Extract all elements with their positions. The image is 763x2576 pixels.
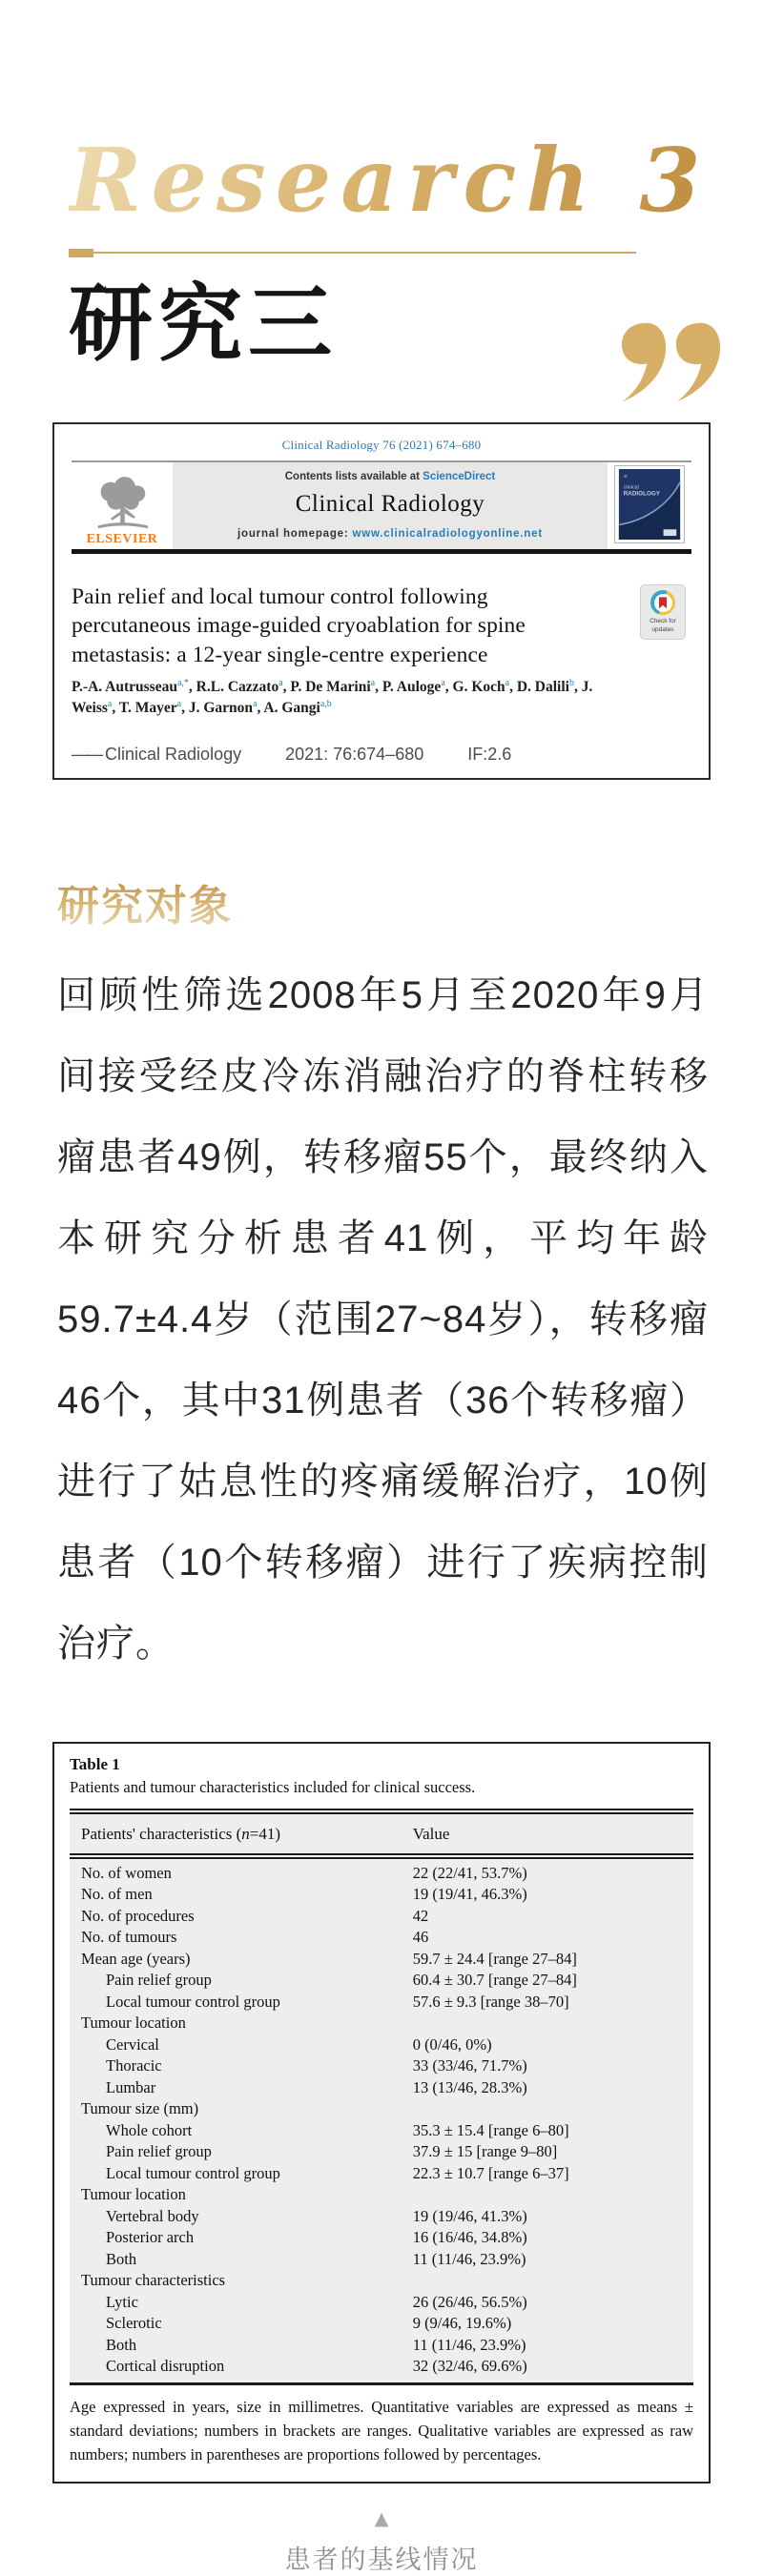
- table-row: [70, 2077, 693, 2099]
- svg-text:RADIOLOGY: RADIOLOGY: [623, 490, 660, 498]
- row-label: Both: [106, 2335, 137, 2354]
- row-value: 60.4 ± 30.7 [range 27–84]: [412, 1971, 577, 1990]
- row-value: 37.9 ± 15 [range 9–80]: [412, 2142, 558, 2161]
- row-value: 9 (9/46, 19.6%): [412, 2314, 512, 2333]
- author-affiliation-sup: b: [568, 677, 574, 688]
- elsevier-tree-icon: [91, 478, 154, 531]
- author-affiliation-sup: a: [176, 699, 182, 710]
- table-row: [70, 1992, 693, 2014]
- row-label: No. of men: [81, 1885, 153, 1904]
- row-value: 57.6 ± 9.3 [range 38–70]: [412, 1992, 569, 2011]
- row-label: Lytic: [106, 2292, 138, 2311]
- row-label: No. of women: [81, 1863, 172, 1882]
- row-label: Posterior arch: [106, 2228, 195, 2247]
- author-name: T. Mayer: [118, 700, 177, 717]
- row-label: Tumour size (mm): [81, 2099, 199, 2118]
- journal-cover: [608, 462, 691, 549]
- row-label: Cortical disruption: [106, 2357, 225, 2376]
- row-label: Vertebral body: [106, 2206, 199, 2225]
- table-label: Table 1: [70, 1754, 120, 1773]
- figure-caption: 患者的基线情况: [284, 2545, 479, 2574]
- author-affiliation-sup: a: [278, 677, 283, 688]
- table-row: [70, 1906, 693, 1928]
- author-name: J. Weiss: [72, 678, 593, 717]
- table-row: [70, 2313, 693, 2335]
- row-value: [413, 2098, 693, 2120]
- table-footnote: Age expressed in years, size in millimetres. Quantitative variables are expressed as means ± standard deviations; numbers in brackets are ranges. Qualitative variables are expressed as raw numbers; numbers in parentheses are proportions followed by percentages.: [70, 2397, 693, 2464]
- check-updates-icon: [650, 590, 675, 615]
- row-value: 11 (11/46, 23.9%): [412, 2335, 526, 2354]
- citation-journal: —— Clinical Radiology: [72, 744, 242, 764]
- table-header-row: [70, 1814, 693, 1853]
- row-label: Sclerotic: [106, 2314, 162, 2333]
- row-value: 35.3 ± 15.4 [range 6–80]: [412, 2120, 569, 2139]
- table-row: [70, 2034, 693, 2056]
- author-affiliation-sup: a: [253, 699, 258, 710]
- table-card: [52, 1742, 711, 2484]
- table-row: [70, 2098, 693, 2120]
- author-name: J. Garnon: [188, 700, 254, 717]
- table-row: [70, 2055, 693, 2077]
- check-for-updates-badge[interactable]: [640, 584, 686, 640]
- author-affiliation-sup: a,*: [176, 677, 189, 688]
- row-value: 42: [412, 1906, 429, 1925]
- author-name: R.L. Cazzato: [196, 678, 279, 695]
- author-name: P.-A. Autrusseau: [72, 678, 177, 695]
- contents-prefix: Contents lists available at: [284, 471, 423, 483]
- row-label: Lumbar: [106, 2077, 156, 2096]
- row-label: Local tumour control group: [106, 2163, 280, 2182]
- row-value: 16 (16/46, 34.8%): [412, 2228, 527, 2247]
- row-label: No. of procedures: [81, 1906, 195, 1925]
- table-row: [70, 2013, 693, 2034]
- quote-icon: [620, 322, 723, 402]
- table-caption: Patients and tumour characteristics included for clinical success.: [70, 1777, 476, 1796]
- author-name: D. Dalili: [516, 678, 569, 695]
- paper-card: [52, 422, 711, 779]
- citation-volume: 2021: 76:674–680: [285, 744, 424, 764]
- row-value: 59.7 ± 24.4 [range 27–84]: [412, 1949, 577, 1968]
- row-label: Tumour location: [81, 2185, 186, 2204]
- row-value: 22 (22/41, 53.7%): [412, 1863, 527, 1882]
- homepage-link[interactable]: www.clinicalradiologyonline.net: [352, 528, 543, 541]
- impact-factor: IF:2.6: [467, 744, 512, 764]
- row-value: 19 (19/41, 46.3%): [412, 1885, 527, 1904]
- research-script-title: Research 3: [69, 129, 711, 232]
- author-affiliation-sup: a: [370, 677, 376, 688]
- author-name: P. Auloge: [382, 678, 442, 695]
- row-label: Pain relief group: [106, 1971, 212, 1990]
- row-label: Thoracic: [106, 2056, 162, 2075]
- author-affiliation-sup: a,b: [320, 699, 332, 710]
- author-affiliation-sup: a: [505, 677, 510, 688]
- sciencedirect-link[interactable]: ScienceDirect: [423, 471, 496, 483]
- masthead-center: [173, 462, 608, 549]
- journal-ref-line: Clinical Radiology 76 (2021) 674–680: [281, 438, 482, 453]
- table-row: [70, 2184, 693, 2206]
- table-row: [70, 2120, 693, 2142]
- row-value: 32 (32/46, 69.6%): [412, 2357, 527, 2376]
- section-title-cn: 研究三: [69, 279, 339, 373]
- figure-footer: [0, 2508, 763, 2576]
- homepage-line: [178, 528, 602, 540]
- author-name: P. De Marini: [290, 678, 371, 695]
- row-value: 46: [412, 1928, 429, 1947]
- table-row: [70, 2227, 693, 2249]
- row-label: Tumour characteristics: [81, 2271, 226, 2290]
- table-row: [70, 2141, 693, 2163]
- check-updates-label: Check for updates: [650, 618, 676, 633]
- row-value: 19 (19/46, 41.3%): [412, 2206, 527, 2225]
- row-value: [413, 2270, 693, 2292]
- author-list: P.-A. Autrusseau$^{a,*}$, R.L. Cazzato$^a$, P. De Marini$^a$, P. Auloge$^a$, G. Koch$^a$, D. Dalili$^b$, J. Weiss$^a$, T. Mayer$^a$, J. Garnon$^a$, A. Gangi$^{a,b}$: [72, 677, 593, 717]
- elsevier-logo: [72, 462, 173, 549]
- journal-cover-thumbnail: [614, 465, 685, 543]
- row-value: [413, 2013, 693, 2034]
- row-label: Whole cohort: [106, 2120, 193, 2139]
- row-value: 22.3 ± 10.7 [range 6–37]: [412, 2163, 569, 2182]
- table-rule-bottom: [70, 2382, 693, 2385]
- author-affiliation-sup: a: [107, 699, 113, 710]
- table-row: [70, 2356, 693, 2378]
- table-body: [70, 1859, 693, 2382]
- table-row: [70, 1927, 693, 1949]
- homepage-prefix: journal homepage:: [237, 528, 353, 541]
- row-label: Mean age (years): [81, 1949, 191, 1968]
- row-label: Tumour location: [81, 2014, 186, 2033]
- table-row: [70, 1884, 693, 1906]
- row-value: [413, 2184, 693, 2206]
- row-label: Both: [106, 2249, 137, 2268]
- svg-text:≋: ≋: [623, 475, 628, 480]
- table-row: [70, 2335, 693, 2357]
- row-value: 26 (26/46, 56.5%): [412, 2292, 527, 2311]
- table-row: [70, 1863, 693, 1885]
- table-row: [70, 2270, 693, 2292]
- table-row: [70, 1970, 693, 1992]
- row-label: Cervical: [106, 2034, 159, 2054]
- table-col1-header: Patients' characteristics (n=41): [81, 1824, 281, 1843]
- contents-line: [178, 471, 602, 482]
- row-value: 0 (0/46, 0%): [412, 2034, 492, 2054]
- gold-divider: [69, 249, 636, 258]
- row-label: Local tumour control group: [106, 1992, 280, 2011]
- journal-masthead: [72, 460, 691, 554]
- row-value: 13 (13/46, 28.3%): [412, 2077, 527, 2096]
- elsevier-wordmark: ELSEVIER: [86, 532, 158, 547]
- author-name: G. Koch: [452, 678, 505, 695]
- author-affiliation-sup: a: [441, 677, 445, 688]
- svg-text:clinical: clinical: [623, 484, 639, 491]
- table-col2-header: Value: [412, 1824, 450, 1843]
- table-row: [70, 2249, 693, 2271]
- divider-rule: [69, 252, 636, 254]
- table-row: [70, 2163, 693, 2185]
- study-subjects-heading: 研究对象: [57, 871, 763, 932]
- study-subjects-paragraph: 回顾性筛选2008年5月至2020年9月间接受经皮冷冻消融治疗的脊柱转移瘤患者49例，转移瘤55个，最终纳入本研究分析患者41例，平均年龄59.7±4.4岁（范围27~84岁），转移瘤46个，其中31例患者（36个转移瘤）进行了姑息性的疼痛缓解治疗，10例患者（10个转移瘤）进行了疾病控制治疗。: [57, 973, 709, 1665]
- row-value: 33 (33/46, 71.7%): [412, 2056, 527, 2075]
- row-label: No. of tumours: [81, 1928, 177, 1947]
- row-value: 11 (11/46, 23.9%): [412, 2249, 526, 2268]
- hero-header: [0, 0, 763, 378]
- table-row: [70, 2206, 693, 2228]
- citation-line: [72, 745, 691, 765]
- paper-title: Pain relief and local tumour control following percutaneous image-guided cryoablation for spine metastasis: a 12-year single-centre experience: [72, 584, 526, 667]
- author-name: A. Gangi: [263, 700, 320, 717]
- table-row: [70, 1949, 693, 1971]
- triangle-up-icon: ▲: [374, 2507, 389, 2529]
- row-label: Pain relief group: [106, 2142, 212, 2161]
- journal-name: Clinical Radiology: [295, 491, 485, 518]
- table-row: [70, 2292, 693, 2314]
